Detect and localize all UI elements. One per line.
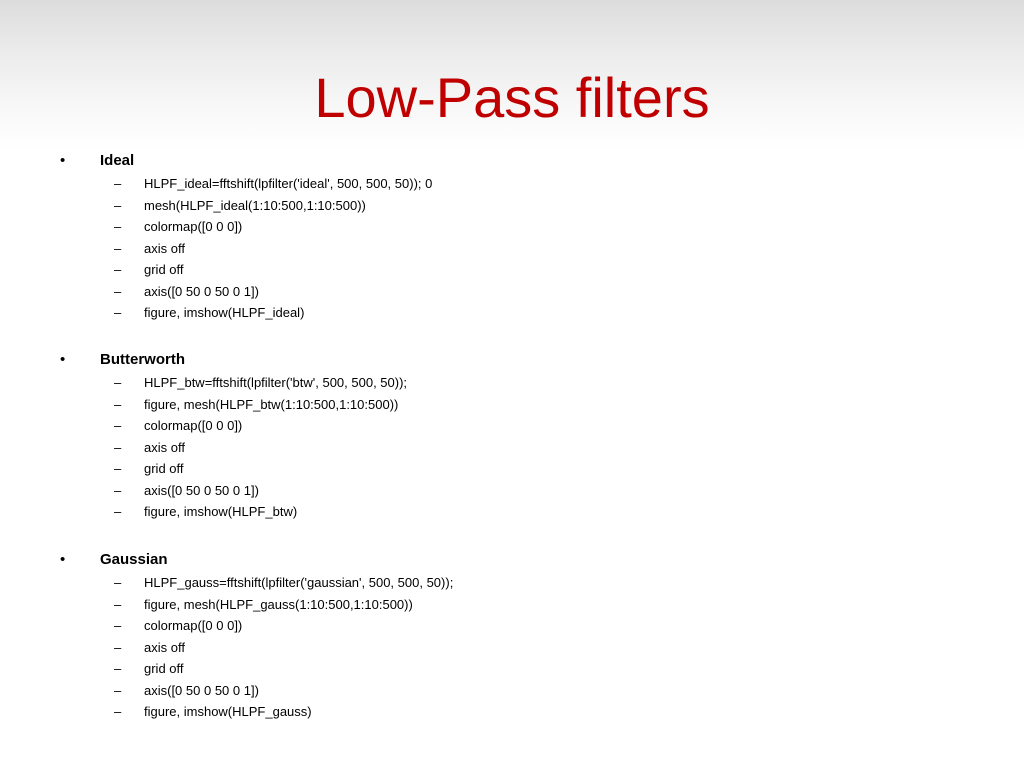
code-list	[0, 175, 1024, 326]
code-line: axis([0 50 0 50 0 1])	[144, 283, 259, 299]
list-item	[0, 460, 1024, 482]
list-item	[0, 240, 1024, 262]
dash-icon: –	[114, 176, 122, 191]
dash-icon: –	[114, 575, 122, 590]
dash-icon: –	[114, 197, 122, 213]
list-item	[0, 261, 1024, 283]
list-item	[0, 304, 1024, 326]
bullet-icon: •	[60, 351, 66, 368]
code-line: figure, mesh(HLPF_btw(1:10:500,1:10:500))	[144, 396, 399, 412]
dash-icon: –	[114, 461, 122, 476]
code-line: grid off	[144, 661, 184, 676]
section-heading: Ideal	[100, 152, 135, 169]
list-item	[0, 639, 1024, 661]
list-item	[0, 218, 1024, 240]
list-item	[0, 439, 1024, 461]
list-item	[0, 596, 1024, 618]
dash-icon: –	[114, 618, 122, 633]
bullet-icon: •	[60, 551, 66, 568]
code-line: figure, imshow(HLPF_btw)	[144, 504, 298, 519]
list-item	[0, 197, 1024, 219]
code-line: figure, mesh(HLPF_gauss(1:10:500,1:10:500))	[144, 596, 413, 612]
dash-icon: –	[114, 704, 122, 719]
dash-icon: –	[114, 375, 122, 390]
code-line: mesh(HLPF_ideal(1:10:500,1:10:500))	[144, 197, 366, 213]
code-line: axis([0 50 0 50 0 1])	[144, 482, 259, 498]
list-item	[0, 617, 1024, 639]
dash-icon: –	[114, 682, 122, 698]
list-item	[0, 703, 1024, 725]
section-heading: Gaussian	[100, 551, 168, 568]
dash-icon: –	[114, 661, 122, 676]
section-heading: Butterworth	[100, 351, 185, 368]
code-line: grid off	[144, 461, 184, 476]
dash-icon: –	[114, 504, 122, 519]
dash-icon: –	[114, 482, 122, 498]
dash-icon: –	[114, 596, 122, 612]
code-line: HLPF_ideal=fftshift(lpfilter('ideal', 500, 500, 50)); 0	[144, 176, 433, 191]
dash-icon: –	[114, 219, 122, 234]
dash-icon: –	[114, 639, 122, 655]
dash-icon: –	[114, 396, 122, 412]
dash-icon: –	[114, 262, 122, 277]
list-item	[0, 682, 1024, 704]
list-item	[0, 660, 1024, 682]
code-line: colormap([0 0 0])	[144, 418, 243, 433]
code-line: colormap([0 0 0])	[144, 618, 243, 633]
list-item	[0, 482, 1024, 504]
list-item	[0, 417, 1024, 439]
code-line: figure, imshow(HLPF_gauss)	[144, 704, 312, 719]
code-line: axis off	[144, 240, 185, 256]
code-list	[0, 574, 1024, 725]
dash-icon: –	[114, 418, 122, 433]
code-line: axis([0 50 0 50 0 1])	[144, 682, 259, 698]
code-line: grid off	[144, 262, 184, 277]
code-line: HLPF_btw=fftshift(lpfilter('btw', 500, 500, 50));	[144, 375, 408, 390]
list-item	[0, 574, 1024, 596]
list-item	[0, 283, 1024, 305]
code-line: figure, imshow(HLPF_ideal)	[144, 305, 305, 320]
dash-icon: –	[114, 439, 122, 455]
dash-icon: –	[114, 283, 122, 299]
dash-icon: –	[114, 240, 122, 256]
slide-title: Low-Pass filters	[314, 66, 710, 129]
code-line: axis off	[144, 639, 185, 655]
list-item	[0, 175, 1024, 197]
code-line: HLPF_gauss=fftshift(lpfilter('gaussian', 500, 500, 50));	[144, 575, 454, 590]
dash-icon: –	[114, 305, 122, 320]
list-item	[0, 396, 1024, 418]
bullet-icon: •	[60, 152, 66, 169]
code-line: axis off	[144, 439, 185, 455]
list-item	[0, 374, 1024, 396]
code-list	[0, 374, 1024, 525]
code-line: colormap([0 0 0])	[144, 219, 243, 234]
list-item	[0, 503, 1024, 525]
